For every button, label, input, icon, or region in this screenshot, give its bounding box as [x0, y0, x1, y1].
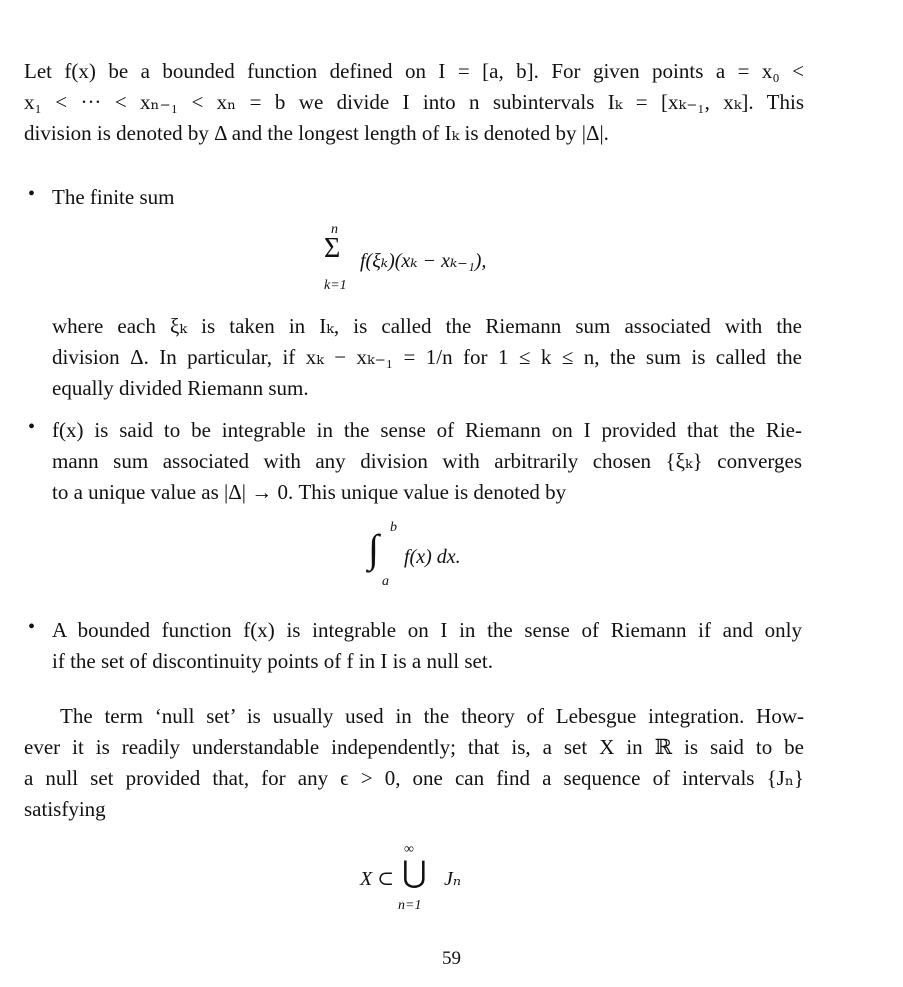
- closing-line-1: The term ‘null set’ is usually used in the theory of Lebesgue integration. How-: [60, 704, 804, 728]
- integral-symbol: ∫: [368, 526, 379, 571]
- union-equation: [360, 842, 510, 916]
- sum-upper-limit: n: [331, 222, 338, 237]
- integral-lower-limit: a: [382, 574, 389, 589]
- bullet-marker-3: •: [28, 616, 36, 638]
- closing-line-4: satisfying: [24, 797, 106, 821]
- intro-line-1: Let f(x) be a bounded function defined on I = [a, b]. For given points a = x₀ <: [24, 59, 804, 83]
- bullet-2-line-1: f(x) is said to be integrable in the sense of Riemann on I provided that the Rie-: [52, 418, 802, 442]
- riemann-sum-equation: [322, 222, 582, 298]
- sum-body: f(ξₖ)(xₖ − xₖ₋₁),: [360, 250, 487, 272]
- bullet-2-line-2: mann sum associated with any division with arbitrarily chosen {ξₖ} converges: [52, 449, 802, 473]
- integral-upper-limit: b: [390, 520, 397, 535]
- union-lhs: X ⊂: [360, 868, 394, 890]
- bullet-3-body: [52, 615, 802, 677]
- bullet-marker-1: •: [28, 183, 36, 205]
- closing-line-2: ever it is readily understandable independently; that is, a set X in ℝ is said to be: [24, 735, 804, 759]
- intro-line-2: x₁ < ··· < xₙ₋₁ < xₙ = b we divide I into n subintervals Iₖ = [xₖ₋₁, xₖ]. This: [24, 90, 804, 114]
- bullet-1-line-3: equally divided Riemann sum.: [52, 376, 309, 400]
- union-rhs: Jₙ: [444, 868, 461, 890]
- union-lower-limit: n=1: [398, 898, 422, 913]
- bullet-1-lead: [52, 182, 802, 213]
- intro-line-3: division is denoted by Δ and the longest length of Iₖ is denoted by |Δ|.: [24, 121, 609, 145]
- bullet-3-line-1: A bounded function f(x) is integrable on I in the sense of Riemann if and only: [52, 618, 802, 642]
- union-symbol: ⋃: [402, 856, 427, 889]
- closing-line-3: a null set provided that, for any ϵ > 0, one can find a sequence of intervals {Jₙ}: [24, 766, 804, 790]
- bullet-2-line-3: to a unique value as |Δ| → 0. This unique value is denoted by: [52, 480, 567, 504]
- bullet-3-line-2: if the set of discontinuity points of f in I is a null set.: [52, 649, 493, 673]
- closing-paragraph: [24, 701, 804, 825]
- union-upper-limit: ∞: [404, 842, 414, 857]
- integral-body: f(x) dx.: [404, 546, 461, 568]
- sum-symbol: Σ: [324, 233, 341, 264]
- bullet-1-line-1: where each ξₖ is taken in Iₖ, is called the Riemann sum associated with the: [52, 314, 802, 338]
- bullet-marker-2: •: [28, 416, 36, 438]
- bullet-1-lead-text: The finite sum: [52, 185, 175, 209]
- riemann-integral-equation: [368, 520, 528, 590]
- sum-lower-limit: k=1: [324, 278, 347, 293]
- page-number: 59: [442, 948, 461, 969]
- bullet-1-body: [52, 311, 802, 404]
- intro-paragraph: [24, 56, 804, 149]
- bullet-1-line-2: division Δ. In particular, if xₖ − xₖ₋₁ = 1/n for 1 ≤ k ≤ n, the sum is called the: [52, 345, 802, 369]
- bullet-2-body: [52, 415, 802, 508]
